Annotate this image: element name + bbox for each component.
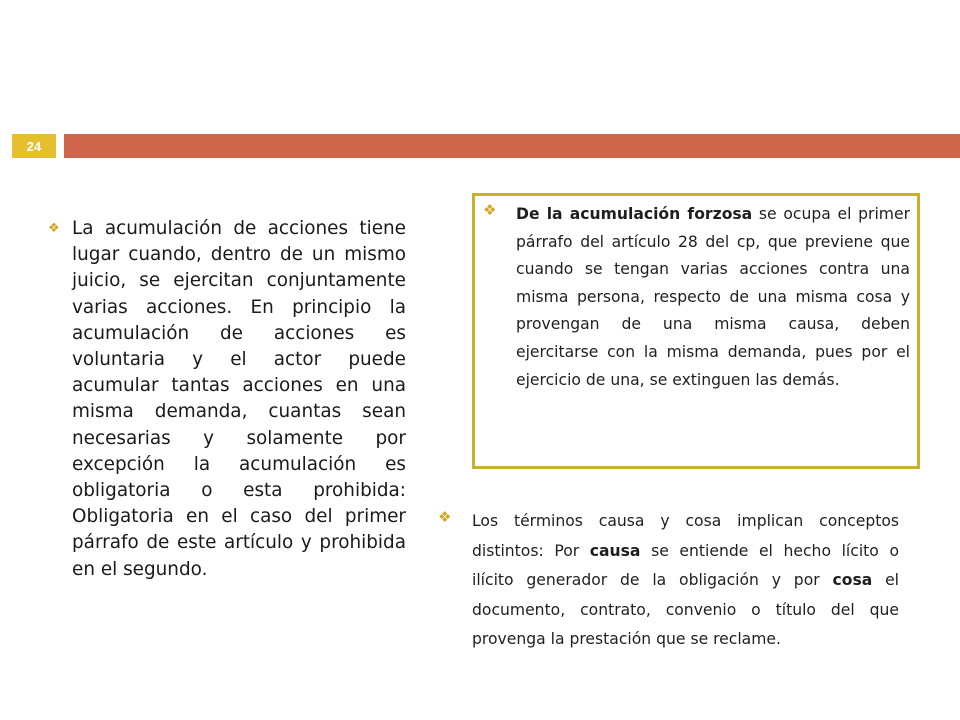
bottom-paragraph bbox=[472, 507, 899, 655]
diamond-bullet-icon: ❖ bbox=[48, 221, 60, 236]
diamond-bullet-icon: ❖ bbox=[483, 201, 497, 219]
bold-lead: De la acumulación forzosa bbox=[516, 205, 753, 223]
bottom-text-part3: el documento, contrato, convenio o título del que provenga la prestación que se reclame. bbox=[472, 571, 900, 649]
diamond-bullet-icon: ❖ bbox=[438, 508, 452, 526]
bottom-text-part2: se entiende el hecho lícito o ilícito generador de la obligación y por bbox=[472, 541, 899, 590]
left-paragraph: La acumulación de acciones tiene lugar cuando, dentro de un mismo juicio, se ejercitan conjuntamente varias acciones. En principio la acumulación de acciones es voluntaria y el actor puede acumular tantas acciones en una misma demanda, cuantas sean necesarias y solamente por excepción la acumulación es obligatoria o esta prohibida: Obligatoria en el caso del primer párrafo de este artículo y prohibida en el segundo. bbox=[72, 218, 406, 580]
bold-causa: causa bbox=[589, 541, 641, 560]
title-accent-bar bbox=[64, 134, 960, 158]
bold-cosa: cosa bbox=[832, 571, 873, 590]
bottom-text-part1: Los términos causa y cosa implican conceptos distintos: Por bbox=[472, 512, 899, 560]
box-paragraph bbox=[516, 201, 910, 394]
box-paragraph-text: se ocupa el primer párrafo del artículo 28 del cp, que previene que cuando se tengan varias acciones contra una misma persona, respecto de una misma cosa y provengan de una misma causa, deben ejercitarse con la misma demanda, pues por el ejercicio de una, se extinguen las demás. bbox=[516, 205, 910, 389]
page-number-badge: 24 bbox=[12, 134, 56, 158]
